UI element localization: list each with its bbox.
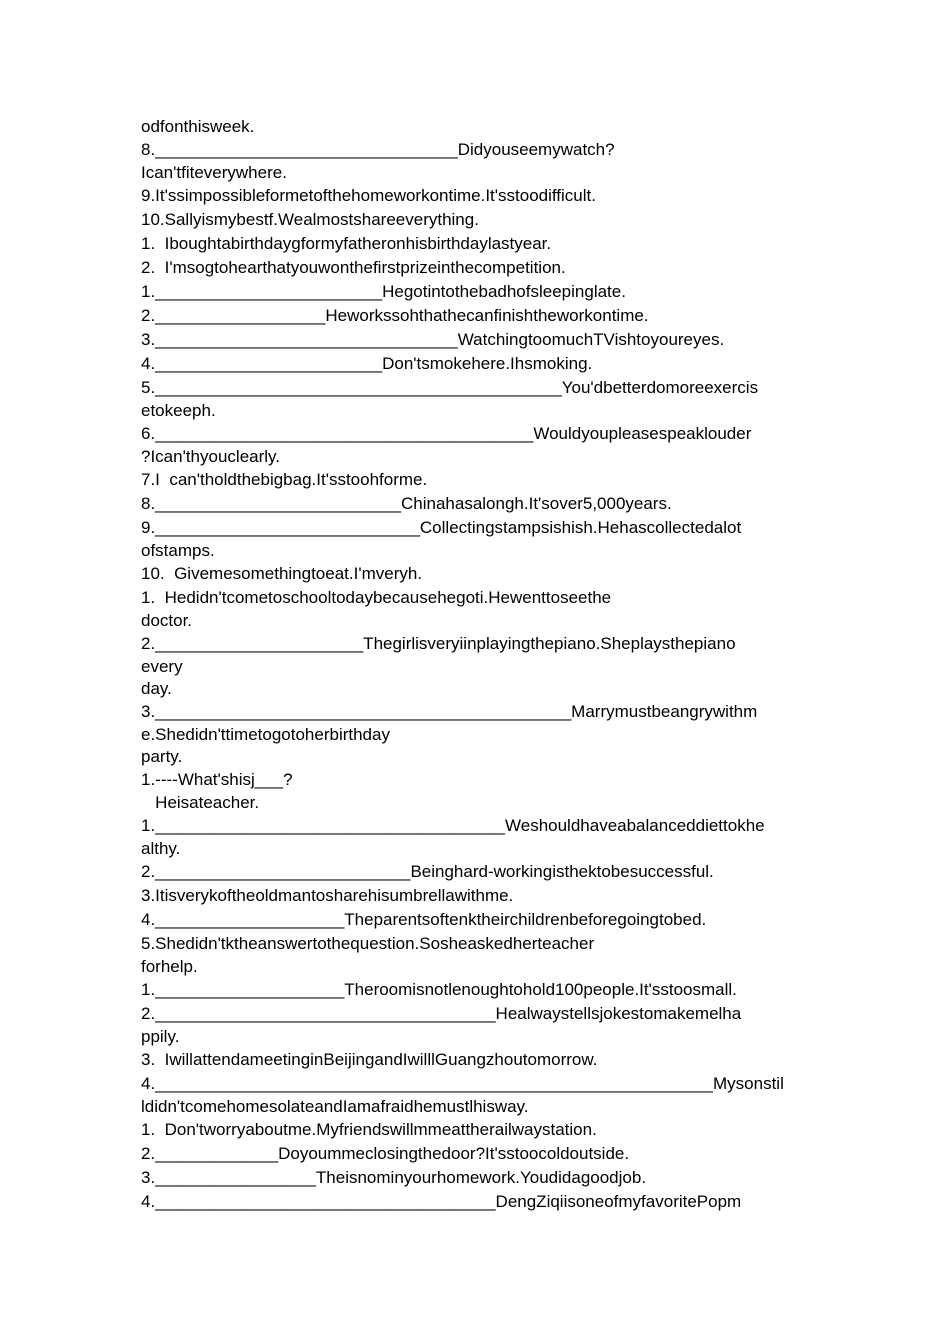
text-line: 2.___________________________Beinghard-workingisthektobesuccessful.	[141, 862, 714, 881]
text-line: 1.----What'shisj___?	[141, 770, 293, 789]
text-line: 9.____________________________Collectingstampsishish.Hehascollectedalot	[141, 518, 742, 537]
text-line: 2.__________________Heworkssohthathecanfinishtheworkontime.	[141, 306, 649, 325]
text-line: althy.	[141, 839, 181, 858]
text-line: 4.___________________________________________________________Mysonstil	[141, 1074, 784, 1093]
text-line: ?Ican'thyouclearly.	[141, 447, 281, 466]
text-line: 3. IwillattendameetinginBeijingandIwilllGuangzhoutomorrow.	[141, 1050, 598, 1069]
text-line: ppily.	[141, 1027, 180, 1046]
text-line: 5.___________________________________________You'dbetterdomoreexercis	[141, 378, 759, 397]
text-line: 1.____________________Theroomisnotlenoughtohold100people.It'sstoosmall.	[141, 980, 737, 999]
text-line: 1.________________________Hegotintothebadhofsleepinglate.	[141, 282, 626, 301]
text-line: 1._____________________________________Weshouldhaveabalanceddiettokhe	[141, 816, 765, 835]
text-line: day.	[141, 679, 172, 698]
text-line: Ican'tfiteverywhere.	[141, 163, 287, 182]
text-line: 4.____________________Theparentsoftenktheirchildrenbeforegoingtobed.	[141, 910, 707, 929]
document-page	[141, 116, 821, 1214]
text-line: 2. I'msogtohearthatyouwonthefirstprizeinthecompetition.	[141, 258, 566, 277]
text-line: 3.____________________________________________Marrymustbeangrywithm	[141, 702, 758, 721]
text-line: 2._____________Doyoummeclosingthedoor?It'sstoocoldoutside.	[141, 1144, 630, 1163]
text-line: every	[141, 657, 183, 676]
text-line: 1. Hedidn'tcometoschooltodaybecausehegoti.Hewenttoseethe	[141, 588, 612, 607]
text-line: e.Shedidn'ttimetogotoherbirthday	[141, 725, 390, 744]
text-line: 6.________________________________________Wouldyoupleasespeaklouder	[141, 424, 752, 443]
text-line: 3._________________Theisnominyourhomework.Youdidagoodjob.	[141, 1168, 647, 1187]
text-line: 4.________________________Don'tsmokehere.Ihsmoking.	[141, 354, 593, 373]
text-line: 2.____________________________________Healwaystellsjokestomakemelha	[141, 1004, 742, 1023]
text-line: 2.______________________Thegirlisveryiinplayingthepiano.Sheplaysthepiano	[141, 634, 736, 653]
text-line: party.	[141, 747, 183, 766]
text-line: Heisateacher.	[141, 793, 260, 812]
text-line: ldidn'tcomehomesolateandIamafraidhemustlhisway.	[141, 1097, 529, 1116]
text-line: 10. Givemesomethingtoeat.I'mveryh.	[141, 564, 423, 583]
text-line: ofstamps.	[141, 541, 215, 560]
text-line: 10.Sallyismybestf.Wealmostshareeverything.	[141, 210, 479, 229]
text-line: 4.____________________________________DengZiqiisoneofmyfavoritePopm	[141, 1192, 742, 1211]
text-line: odfonthisweek.	[141, 117, 255, 136]
text-line: forhelp.	[141, 957, 198, 976]
text-line: 3.________________________________WatchingtoomuchTVishtoyoureyes.	[141, 330, 725, 349]
text-line: 1. Don'tworryaboutme.Myfriendswillmmeattherailwaystation.	[141, 1120, 597, 1139]
text-line: 7.I can'tholdthebigbag.It'sstoohforme.	[141, 470, 428, 489]
text-line: 8.________________________________Didyouseemywatch?	[141, 140, 615, 159]
text-line: doctor.	[141, 611, 193, 630]
text-line: 8.__________________________Chinahasalongh.It'sover5,000years.	[141, 494, 672, 513]
text-line: 5.Shedidn'tktheanswertothequestion.Sosheaskedherteacher	[141, 934, 595, 953]
text-line: 1. Iboughtabirthdaygformyfatheronhisbirthdaylastyear.	[141, 234, 552, 253]
text-line: etokeeph.	[141, 401, 216, 420]
text-line: 3.Itisverykoftheoldmantosharehisumbrellawithme.	[141, 886, 514, 905]
text-line: 9.It'ssimpossibleformetofthehomeworkontime.It'sstoodifficult.	[141, 186, 596, 205]
